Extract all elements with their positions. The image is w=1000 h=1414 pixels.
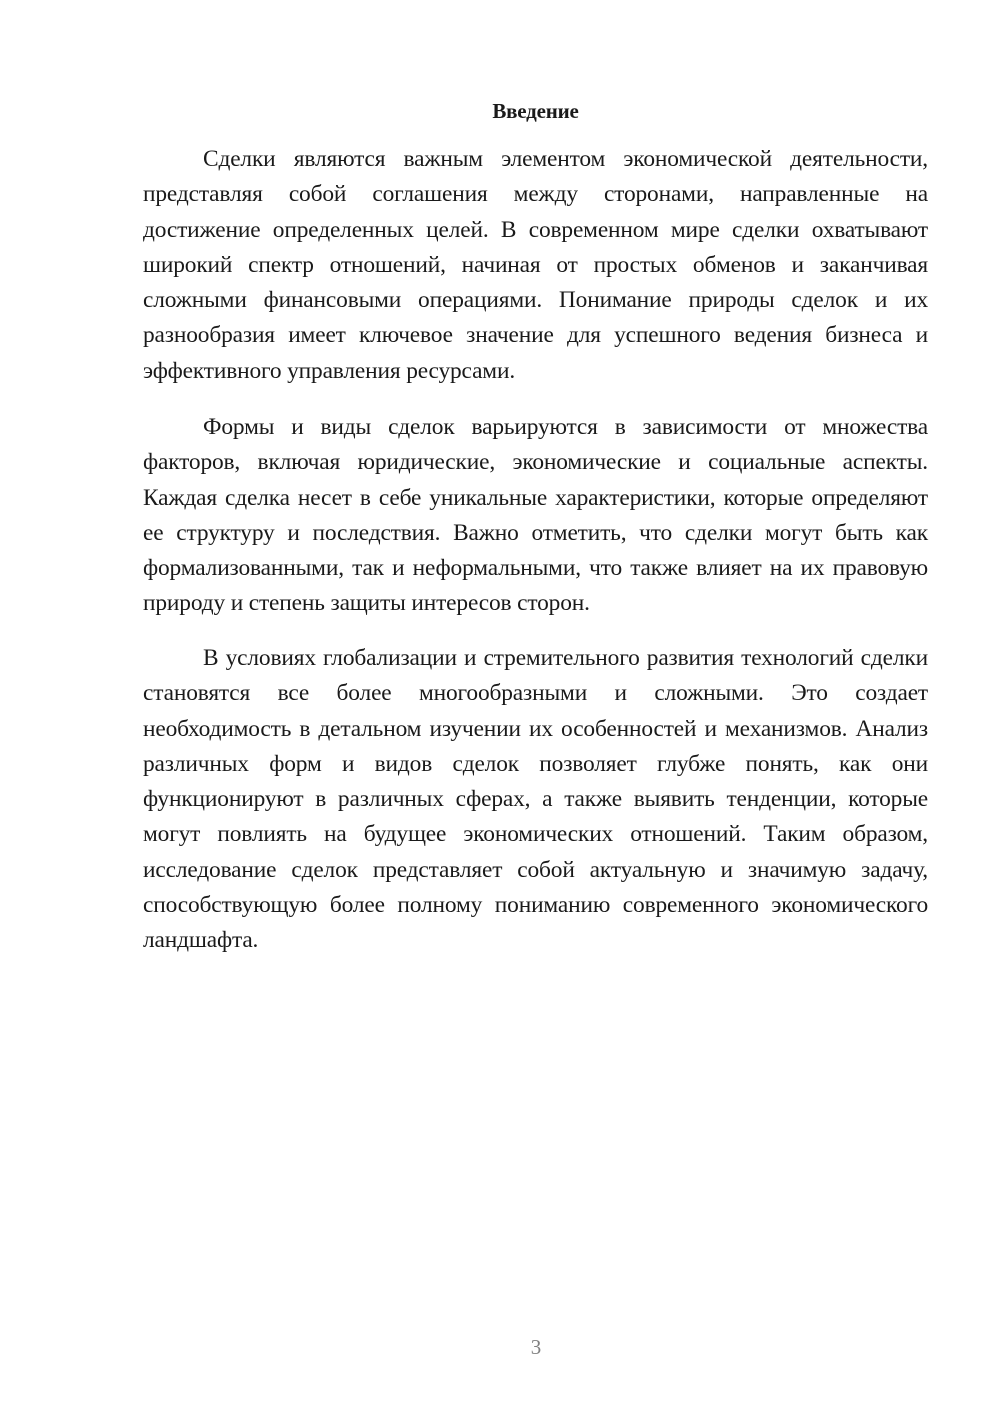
- paragraph-forms: Формы и виды сделок варьируются в зависимости от множества факторов, включая юридические, экономические и социальные аспекты. Каждая сделка несет в себе уникальные характеристики, которые определяют ее структуру и последствия. Важно отметить, что сделки могут быть как формализованными, так и неформальными, что также влияет на их правовую природу и степень защиты интересов сторон.: [143, 414, 928, 617]
- paragraph-intro: Сделки являются важным элементом экономической деятельности, представляя собой соглашения между сторонами, направленные на достижение определенных целей. В современном мире сделки охватывают широкий спектр отношений, начиная от простых обменов и заканчивая сложными финансовыми операциями. Понимание природы сделок и их разнообразия имеет ключевое значение для успешного ведения бизнеса и эффективного управления ресурсами.: [143, 146, 928, 384]
- page-title: Введение: [492, 99, 579, 123]
- page-number: 3: [530, 1335, 542, 1359]
- paragraph-globalization: В условиях глобализации и стремительного развития технологий сделки становятся все более многообразными и сложными. Это создает необходимость в детальном изучении их особенностей и механизмов. Анализ различных форм и видов сделок позволяет глубже понять, как они функционируют в различных сферах, а также выявить тенденции, которые могут повлиять на будущее экономических отношений. Таким образом, исследование сделок представляет собой актуальную и значимую задачу, способствующую более полному пониманию современного экономического ландшафта.: [143, 645, 928, 954]
